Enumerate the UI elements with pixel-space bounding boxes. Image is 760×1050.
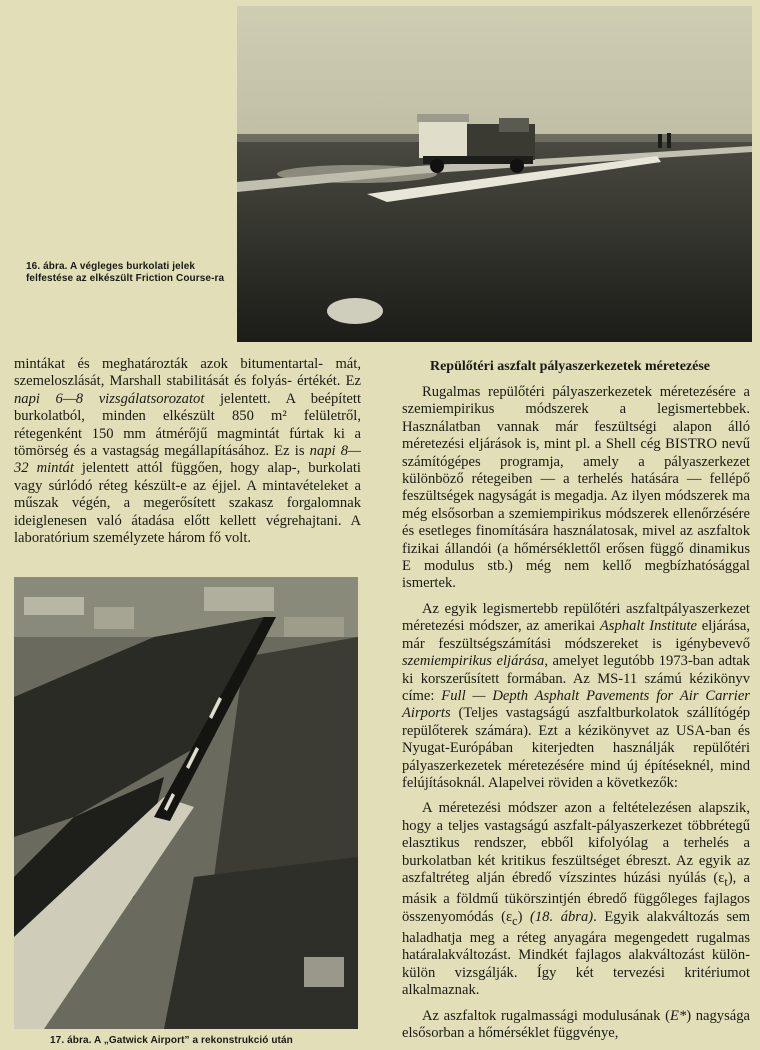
text-run: eljárása, már feszültségszámítási módszereket is igénybevevő <box>402 618 750 652</box>
emphasis-text: Asphalt Institute <box>599 618 698 635</box>
subscript-t: t <box>724 874 728 889</box>
text-run: . Egyik alakváltozás sem haladhatja meg a réteg anyagára megengedett rugalmas határalakváltozást. Mindkét fajlagos alakváltozást külön-külön vizsgálják. Így két tervezési kritériumot alkalmaznak. <box>402 908 750 999</box>
figure-16-caption <box>26 261 236 285</box>
text-run: ) nagysága elsősorban a hőmérséklet függvénye, <box>402 1007 750 1042</box>
emphasis-text: napi 6—8 vizsgálatsorozatot <box>14 390 205 407</box>
right-paragraph-1: Rugalmas repülőtéri pályaszerkezetek méretezésére a szemiempirikus módszerek a legismertebbek. Használatban vannak már feszültségi alapon álló méretezési eljárások is, mint pl. a Shell cég BISTRO nevű számítógépes programja, amely a pályaszerkezet különböző rétegeiben — a terhelés hatására — fellépő feszültségek nagyságát is megadja. Az ilyen módszerek ma még elsősorban a szemiempirikus módszerek ellenőrzésére és esetleges finomítására használatosak, mivel az aszfaltok fizikai állandói (a hőmérséklettől erősen függő dinamikus E modulus stb.) még nem kellő megbízhatósággal ismertek. <box>402 384 750 592</box>
runway-marking-photo-graphic <box>237 6 752 342</box>
text-line: mát, szemeloszlását, Marshall stabilitását és folyás- <box>14 356 361 390</box>
subscript-c: c <box>512 913 518 928</box>
emphasis-text: E* <box>669 1007 687 1024</box>
gatwick-aerial-photo-graphic <box>14 577 358 1029</box>
text-run: (Teljes vastagságú aszfaltburkolatok szállítógép repülőterek számára). Ezt a kézikönyvet az USA-ban és Nyugat-Európában kiterjedten használják repülőtéri pályaszerkezetek méretezésére mind új építéseknél, mind felújításoknál. Alapelvei röviden a következők: <box>402 705 750 791</box>
text-run: A beépített burkolatból, minden elkészült 850 m² felületről, rétegenként 150 mm átmérőjű magmintát fúrtak ki a tömörség és a vastagság megállapításához. Ez is <box>14 390 362 460</box>
right-column-text <box>402 384 750 1042</box>
text-run: , amelyet legutóbb 1973-ban adtak ki korszerűsített formában. Az MS-11 számú kézikönyv címe: <box>402 653 750 704</box>
figure-16-caption-line-2: felfestése az elkészült Friction Course-ra <box>26 273 225 284</box>
right-paragraph-3 <box>402 800 750 999</box>
text-run: A méretezési módszer azon a feltételezésen alapszik, hogy a teljes vastagságú aszfalt-pályaszerkezet többrétegű elasztikus rendszer, ebből kifolyólag a terhelés a burkolatban két kritikus feszültséget ébreszt. Az egyik az aszfaltréteg alján ébredő vízszintes húzási nyúlás (ε <box>402 800 750 886</box>
figure-17-caption <box>50 1035 350 1047</box>
left-column-text <box>14 356 361 547</box>
text-run: ), a másik a földmű tükörszintjén ébredő függőleges fajlagos összenyomódás (ε <box>402 869 750 925</box>
text-run: értékét. Ez <box>297 373 361 390</box>
right-paragraph-2 <box>402 601 750 792</box>
text-run: Az aszfaltok rugalmassági modulusának ( <box>422 1007 670 1024</box>
emphasis-text: napi 8—32 mintát <box>14 443 361 477</box>
right-paragraph-4 <box>402 1008 750 1043</box>
figure-16-photo <box>237 6 752 342</box>
figure-reference: (18. ábra) <box>530 908 594 925</box>
figure-17-photo <box>14 577 358 1029</box>
emphasis-text: Full — Depth Asphalt Pavements for Air Carrier Airports <box>402 687 750 722</box>
text-run: jelentett attól függően, hogy alap-, burkolati vagy súrlódó réteg készült-e az éjjel. A mintavételeket a műszak végén, a megerősített szakasz forgalomnak ideiglenesen való átadása előtt kellett végrehajtani. A laboratórium személyzete három fő volt. <box>14 460 361 547</box>
left-paragraph <box>14 356 361 547</box>
text-line: mintákat és meghatározták azok bitumentartal- <box>14 356 324 372</box>
text-run: jelentett. <box>204 390 271 407</box>
text-run: ) <box>517 908 531 925</box>
emphasis-text: szemiempirikus eljárása <box>402 653 545 670</box>
section-heading: Repülőtéri aszfalt pályaszerkezetek méretezése <box>429 359 710 374</box>
figure-16-caption-line-1: 16. ábra. A végleges burkolati jelek <box>26 261 196 272</box>
text-run: Az egyik legismertebb repülőtéri aszfaltpályaszerkezet méretezési módszer, az amerikai <box>402 600 750 635</box>
figure-17-caption-text: 17. ábra. A „Gatwick Airport” a rekonstrukció után <box>50 1035 293 1046</box>
